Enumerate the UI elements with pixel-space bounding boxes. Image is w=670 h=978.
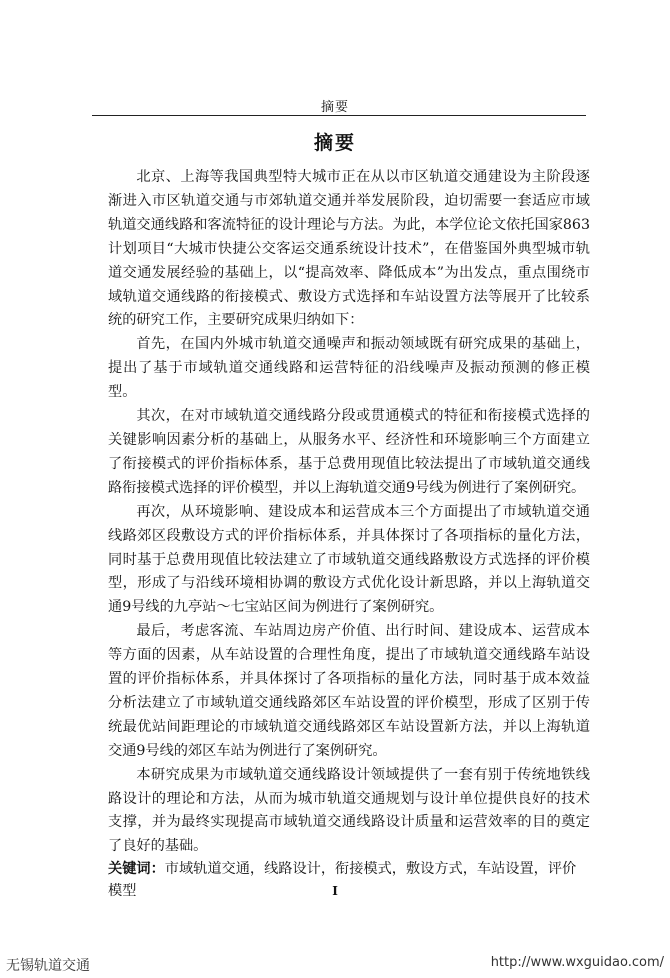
page-number: I	[332, 884, 338, 898]
paragraph-second: 其次，在对市域轨道交通线路分段或贯通模式的特征和衔接模式选择的关键影响因素分析的基础上，从服务水平、经济性和环境影响三个方面建立了衔接模式的评价指标体系，基于总费用现值比较法提出了市域轨道交通线路衔接模式选择的评价模型，并以上海轨道交通9号线为例进行了案例研究。	[108, 408, 590, 496]
watermark-site-name: 无锡轨道交通	[6, 958, 90, 974]
paragraph-third: 再次，从环境影响、建设成本和运营成本三个方面提出了市域轨道交通线路郊区段敷设方式的评价指标体系，并具体探讨了各项指标的量化方法，同时基于总费用现值比较法建立了市域轨道交通线路敷设方式选择的评价模型，形成了与沿线环境相协调的敷设方式优化设计新思路，并以上海轨道交通9号线的九亭站～七宝站区间为例进行了案例研究。	[108, 503, 590, 616]
paragraph-intro: 北京、上海等我国典型特大城市正在从以市区轨道交通建设为主阶段逐渐进入市区轨道交通与市郊轨道交通并举发展阶段，迫切需要一套适应市域轨道交通线路和客流特征的设计理论与方法。为此，本学位论文依托国家863计划项目“大城市快捷公交客运交通系统设计技术”，在借鉴国外典型城市轨道交通发展经验的基础上，以“提高效率、降低成本”为出发点，重点围绕市域轨道交通线路的衔接模式、敷设方式选择和车站设置方法等展开了比较系统的研究工作，主要研究成果归纳如下：	[108, 169, 590, 329]
page-title: 摘要	[313, 132, 356, 154]
paragraph-conclusion: 本研究成果为市域轨道交通线路设计领域提供了一套有别于传统地铁线路设计的理论和方法，从而为城市轨道交通规划与设计单位提供良好的技术支撑，并为最终实现提高市域轨道交通线路设计质量和运营效率的目的奠定了良好的基础。	[108, 766, 590, 855]
paragraph-fourth: 最后，考虑客流、车站周边房产价值、出行时间、建设成本、运营成本等方面的因素，从车站设置的合理性角度，提出了市域轨道交通线路车站设置的评价指标体系，并具体探讨了各项指标的量化方法，同时基于成本效益分析法建立了市域轨道交通线路郊区车站设置的评价模型，形成了区别于传统最优站间距理论的市域轨道交通线路郊区车站设置新方法，并以上海轨道交通9号线的郊区车站为例进行了案例研究。	[108, 623, 590, 759]
keywords-text: 市域轨道交通，线路设计，衔接模式，敷设方式，车站设置，评价模型	[108, 861, 577, 899]
keywords-label: 关键词：	[108, 861, 165, 877]
running-header: 摘要	[320, 100, 349, 115]
watermark-url: http://www.wxguidao.com/	[490, 955, 664, 970]
abstract-body	[108, 166, 590, 859]
header-rule	[92, 115, 586, 116]
paragraph-first: 首先，在国内外城市轨道交通噪声和振动领域既有研究成果的基础上，提出了基于市域轨道交通线路和运营特征的沿线噪声及振动预测的修正模型。	[108, 336, 590, 401]
